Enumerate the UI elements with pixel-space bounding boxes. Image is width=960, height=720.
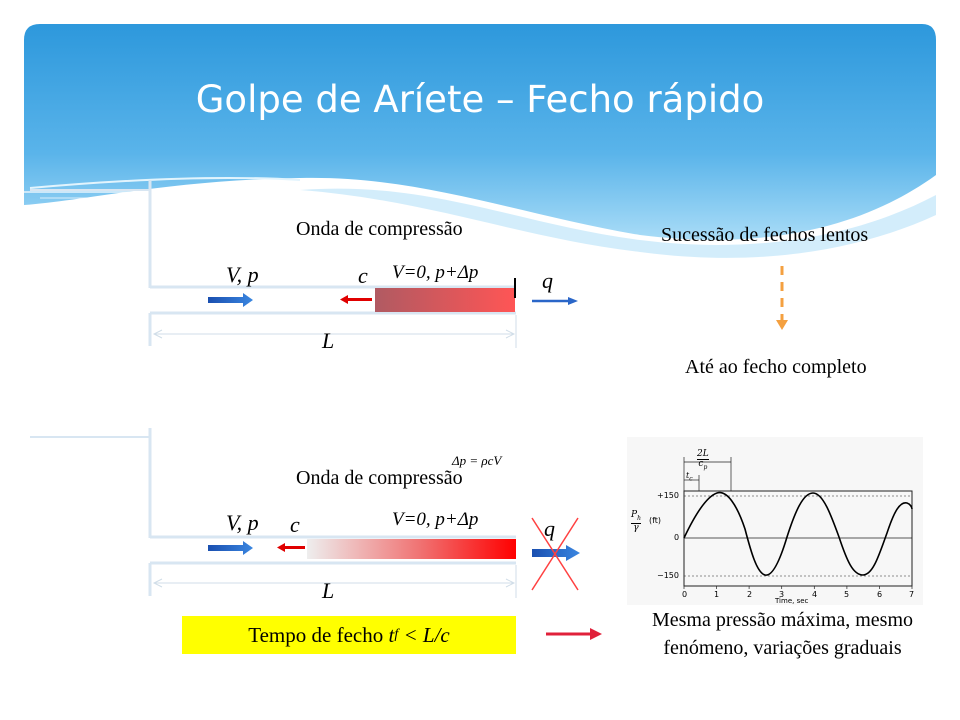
top-length: L — [322, 328, 335, 353]
bottom-state-after: V=0, p+Δp — [392, 509, 479, 530]
xtick: 3 — [779, 590, 785, 599]
ytick-neg150: −150 — [657, 571, 679, 580]
celerity-arrow — [340, 295, 372, 304]
ylabel-unit: (ft) — [649, 516, 662, 525]
xtick: 2 — [747, 590, 753, 599]
velocity-arrow — [208, 293, 253, 307]
velocity-arrow — [208, 541, 253, 555]
top-flow: q — [542, 268, 553, 293]
xtick: 1 — [714, 590, 720, 599]
period-label — [697, 450, 709, 472]
period-denominator-sub: p — [703, 463, 708, 471]
succession-label: Sucessão de fechos lentos — [661, 224, 869, 246]
tc-sub: c — [689, 475, 693, 483]
page-title: Golpe de Aríete – Fecho rápido — [195, 78, 765, 121]
xtick: 5 — [844, 590, 850, 599]
pressure-curve — [684, 493, 912, 576]
bottom-joukowsky: Δp = ρcV — [452, 453, 502, 468]
closing-time-sub: f — [394, 627, 399, 642]
period-numerator: 2L — [697, 449, 709, 459]
closing-time-suffix: < L/c — [398, 622, 450, 647]
ylabel-main: P — [631, 510, 638, 520]
dashed-down-arrow — [770, 262, 794, 334]
closing-time-var: t — [388, 622, 395, 647]
bottom-flow: q — [544, 516, 555, 541]
bottom-wave-label: Onda de compressão — [296, 467, 463, 489]
top-wave-label: Onda de compressão — [296, 218, 463, 240]
tc-label — [686, 471, 693, 483]
closing-time-prefix: Tempo de fecho — [248, 622, 389, 647]
period-denominator: c — [698, 459, 704, 469]
compressed-zone — [307, 539, 516, 559]
compressed-zone — [375, 288, 515, 312]
celerity-arrow — [277, 543, 305, 552]
top-velocity-pressure: V, p — [226, 262, 259, 287]
xlabel: Time, sec — [775, 597, 809, 605]
closing-time-box — [182, 616, 516, 654]
ytick-150: +150 — [657, 491, 679, 500]
ylabel — [631, 511, 641, 533]
ylabel-sub: h — [637, 514, 641, 522]
top-celerity: c — [358, 263, 368, 288]
xtick: 6 — [877, 590, 883, 599]
ylabel-den: γ — [633, 522, 639, 533]
ytick-0: 0 — [674, 533, 680, 542]
top-state-after: V=0, p+Δp — [392, 262, 479, 283]
top-pipe-diagram — [0, 170, 620, 360]
xtick: 0 — [682, 590, 688, 599]
bottom-celerity: c — [290, 512, 300, 537]
bottom-length: L — [322, 578, 335, 603]
graph-caption: Mesma pressão máxima, mesmo fenómeno, variações graduais — [651, 609, 914, 659]
caption-arrow — [544, 624, 606, 644]
xtick: 4 — [812, 590, 818, 599]
pressure-graph — [627, 437, 923, 605]
until-label: Até ao fecho completo — [685, 356, 867, 378]
bottom-velocity-pressure: V, p — [226, 510, 259, 535]
tc-var: t — [686, 471, 690, 480]
bottom-pipe-diagram — [0, 420, 620, 610]
xtick: 7 — [909, 590, 915, 599]
